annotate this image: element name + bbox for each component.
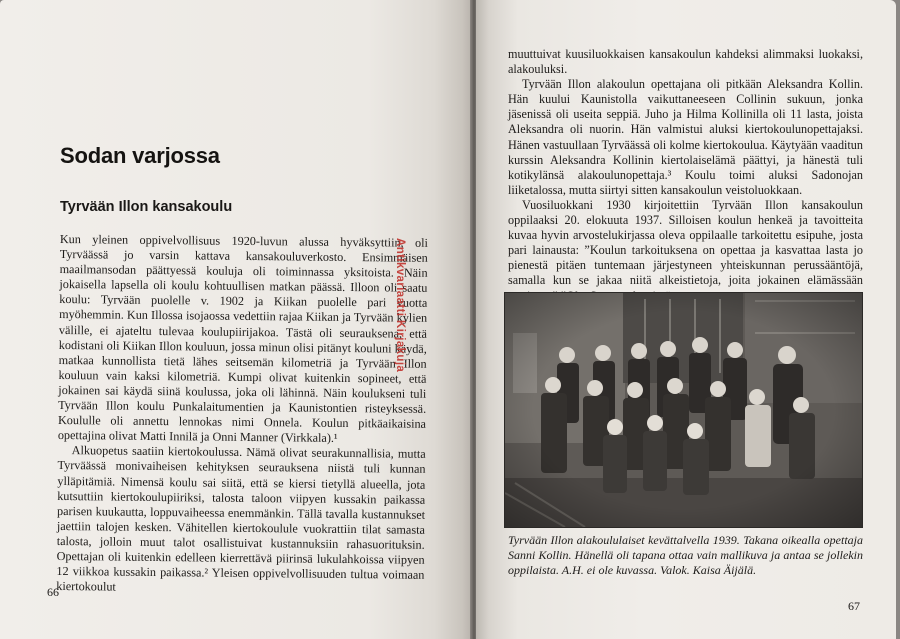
chapter-title: Sodan varjossa	[60, 143, 220, 168]
left-paragraph-2: Alkuopetus saatiin kiertokoulussa. Nämä olivat seurakunnallisia, mutta Tyrväässä monivaiheisen kehityksen seurauksena niistä tuli kunnan ylläpitämiä. Nimensä koulu sai siitä, että se kiersi tietyllä alueella, jota kutsuttiin kiertokoulupiiriksi, talosta taloon viipyen kussakin paikassa parisen kuukautta, loppuvaiheessa enemmänkin. Tällä tavalla kustannukset jaettiin talojen kesken. Vähitellen kiertokoulule vuokrattiin tilat samasta talosta, jolloin muut talot osallistuivat kustannuksiin rahasuorituksin. Opettajan oli kuitenkin edelleen kierrettävä piirinsä lukulahkoissa viipyen 12 viikkoa kussakin paikassa.² Yleisen oppivelvollisuuden tultua voimaan kiertokoulut	[56, 443, 426, 594]
seller-stamp: Antikvariaatti Kirjakuja	[394, 238, 406, 373]
left-paragraph-1: Kun yleinen oppivelvollisuus 1920-luvun alussa hyväksyttiin, oli Tyrväässä jo varsin kattava kansakouluverkosto. Ensimmäisen maailmansodan päättyessä kouluja oli toiminnassa yksitoista. Näin jokaisella lapsella oli koulu kohtuullisen matkan päässä. Illoon oli saatu koulu: Tyrvään puolelle v. 1902 ja Kiikan puolelle pari vuotta myöhemmin. Kun Illossa isojaossa vedettiin rajaa Kiikan ja Tyrvään kylien välille, ei ajateltu tulevaa koulupiirijakoa. Tästä oli seurauksena, että kodistani oli Kiikan Illon kouluun, jossa minun olisi pitänyt kouluni käydä, matkaa kunnollista tietä lähes seitsemän kilometriä ja Tyrvään Illon kouluun vain kaksi kilometriä. Kumpi olivat kuitenkin sopineet, että jokainen sai käydä siinä koulussa, joka oli lähinnä. Näin koulukseni tuli Tyrvään Illon koulu Punkalaitumentien ja Kaunistontien risteyksessä. Koululle oli annettu lennokas nimi Onnela. Koulun pitkäaikaisina opettajina olivat Matti Innilä ja Onni Manner (Virkkala).¹	[57, 232, 428, 446]
right-paragraph-3: Vuosiluokkani 1930 kirjoitettiin Tyrvään Illon kansakoulun oppilaaksi 20. elokuuta 1937. Silloisen koulun henkeä ja tavoitteita kuvaa hyvin arvostelukirjassa oleva oppilaalle tarkoitettu esipuhe, josta pari lainausta: ”Koulun tarkoituksena on opettaa ja kasvattaa lasta jo pienestä pitäen tuntemaan järjestyneen yhteiskunnan perussääntöjä, samalla kun se jakaa niitä alkeistietoja, joita jokainen elämässään	[508, 197, 863, 288]
class-photograph	[504, 292, 863, 528]
page-number-left: 66	[47, 585, 59, 599]
right-paragraph-1: muuttuivat kuusiluokkaisen kansakoulun kahdeksi alimmaksi luokaksi, alakouluksi.	[508, 47, 863, 77]
page-number-right: 67	[848, 599, 860, 613]
section-title: Tyrvään Illon kansakoulu	[60, 199, 233, 215]
class-photograph-image	[505, 293, 862, 527]
left-body-text	[56, 232, 428, 598]
photo-caption: Tyrvään Illon alakoululaiset kevättalvella 1939. Takana oikealla opettaja Sanni Kollin. Hänellä oli tapana ottaa vain mallikuva ja antaa se jollekin oppilaista. A.H. ei ole kuvassa. Valok. Kaisa Äijälä.	[508, 533, 863, 577]
right-body-text	[508, 47, 863, 304]
right-paragraph-2: Tyrvään Illon alakoulun opettajana oli pitkään Aleksandra Kollin. Hän kuului Kaunistolla vaikuttaneeseen Collinin sukuun, jonka jäsenissä oli useita seppiä. Juho ja Hilma Kollinilla oli 11 lasta, joista Aleksandra oli nuorin. Hän valmistui aluksi kiertokoulunopettajaksi. Hänen vastuullaan Tyrväässä oli kolme kiertokoulua. Käytyään vaaditun kurssin Aleksandra Kollinin kiertolaiselämä päättyi, ja hänestä tuli kotikylänsä alakoulunopettaja.³ Koulu toimi aluksi Sadonojan liiketalossa, mutta siirtyi sitten kansakoulun veistoluokkaan.	[508, 77, 863, 197]
